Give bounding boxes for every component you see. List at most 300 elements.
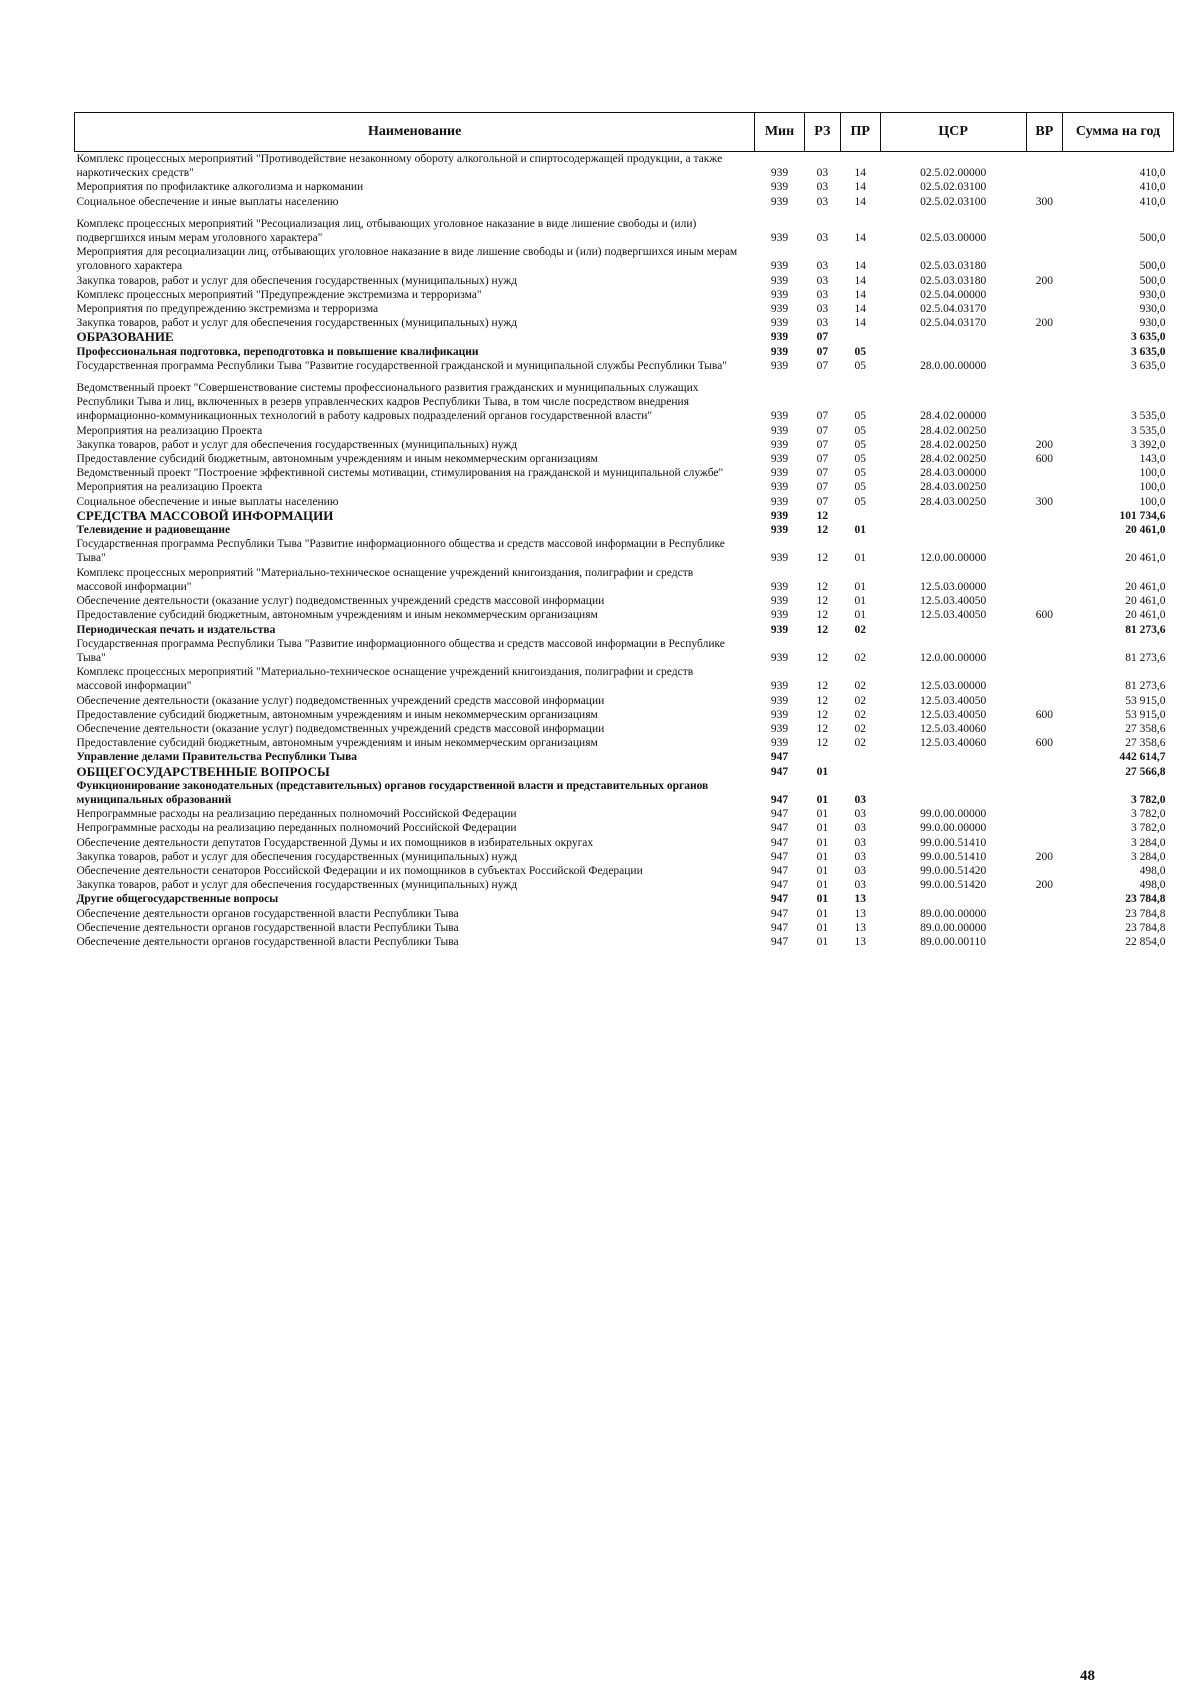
cell-csr: 12.5.03.00000 bbox=[920, 580, 987, 593]
cell-pr: 14 bbox=[854, 274, 867, 287]
header-rz: РЗ bbox=[804, 113, 840, 152]
cell-csr: 28.4.03.00000 bbox=[920, 467, 987, 480]
cell-rz: 01 bbox=[816, 793, 829, 806]
table-row bbox=[75, 480, 1174, 494]
cell-pr: 03 bbox=[854, 864, 867, 877]
table-row bbox=[75, 623, 1174, 637]
cell-sum: 3 635,0 bbox=[1131, 359, 1166, 372]
cell-vr bbox=[1026, 623, 1062, 637]
cell-pr: 02 bbox=[854, 694, 867, 707]
cell-vr bbox=[1026, 750, 1062, 764]
cell-rz: 01 bbox=[816, 893, 829, 906]
cell-sum: 22 854,0 bbox=[1125, 935, 1166, 948]
cell-sum: 498,0 bbox=[1139, 879, 1166, 892]
cell-vr: 600 bbox=[1035, 737, 1053, 750]
cell-name: Другие общегосударственные вопросы bbox=[76, 893, 279, 906]
cell-csr: 99.0.00.51410 bbox=[920, 850, 987, 863]
cell-name: Закупка товаров, работ и услуг для обеспечения государственных (муниципальных) нужд bbox=[76, 850, 518, 863]
cell-rz: 12 bbox=[816, 609, 829, 622]
cell-csr: 89.0.00.00000 bbox=[920, 921, 987, 934]
cell-vr bbox=[1026, 330, 1062, 344]
cell-rz: 07 bbox=[816, 467, 829, 480]
cell-pr: 02 bbox=[854, 708, 867, 721]
cell-name: Закупка товаров, работ и услуг для обеспечения государственных (муниципальных) нужд bbox=[76, 438, 518, 451]
cell-name: Государственная программа Республики Тыва "Развитие информационного общества и средств массовой информации в Республике Тыва" bbox=[76, 637, 725, 664]
cell-rz: 01 bbox=[816, 836, 829, 849]
cell-pr bbox=[840, 330, 880, 344]
cell-csr: 12.5.03.40060 bbox=[920, 722, 987, 735]
cell-csr: 02.5.03.00000 bbox=[920, 232, 987, 245]
cell-vr: 300 bbox=[1035, 195, 1053, 208]
cell-vr bbox=[1026, 907, 1062, 921]
cell-pr: 14 bbox=[854, 317, 867, 330]
header-sum: Сумма на год bbox=[1062, 113, 1173, 152]
cell-name: Обеспечение деятельности органов государственной власти Республики Тыва bbox=[76, 921, 459, 934]
cell-name: Государственная программа Республики Тыва "Развитие информационного общества и средств массовой информации в Республике Тыва" bbox=[76, 538, 725, 565]
cell-csr: 28.4.02.00250 bbox=[920, 453, 987, 466]
cell-name: Управление делами Правительства Республики Тыва bbox=[76, 751, 358, 764]
cell-rz: 03 bbox=[816, 288, 829, 301]
cell-min: 947 bbox=[770, 793, 789, 806]
cell-rz: 07 bbox=[816, 453, 829, 466]
cell-sum: 20 461,0 bbox=[1125, 552, 1166, 565]
cell-csr bbox=[880, 523, 1026, 537]
cell-pr: 02 bbox=[854, 623, 867, 636]
cell-rz: 12 bbox=[816, 737, 829, 750]
cell-rz: 12 bbox=[816, 623, 829, 636]
cell-sum: 101 734,6 bbox=[1119, 509, 1166, 522]
cell-csr: 99.0.00.51410 bbox=[920, 836, 987, 849]
cell-min: 947 bbox=[770, 836, 789, 849]
cell-sum: 20 461,0 bbox=[1125, 609, 1166, 622]
cell-rz: 07 bbox=[816, 359, 829, 372]
cell-csr bbox=[880, 345, 1026, 359]
table-row bbox=[75, 566, 1174, 594]
cell-name: Комплекс процессных мероприятий "Ресоциализация лиц, отбывающих уголовное наказание в виде лишение свободы и (или) подвергшихся иным мерам уголовного характера" bbox=[76, 217, 697, 245]
cell-name: Комплекс процессных мероприятий "Противодействие незаконному обороту алкогольной и спиртосодержащей продукции, а также наркотических средств" bbox=[76, 153, 723, 180]
cell-name: Комплекс процессных мероприятий "Материально-техническое оснащение учреждений книгоиздания, полиграфии и средств массовой информации" bbox=[76, 666, 694, 693]
table-row bbox=[75, 836, 1174, 850]
cell-pr: 03 bbox=[854, 808, 867, 821]
cell-min: 939 bbox=[770, 509, 789, 522]
cell-csr: 12.5.03.40050 bbox=[920, 595, 987, 608]
cell-rz: 03 bbox=[816, 260, 829, 273]
cell-pr: 05 bbox=[854, 359, 867, 372]
cell-name: Обеспечение деятельности депутатов Государственной Думы и их помощников в избирательных округах bbox=[76, 836, 594, 849]
cell-vr bbox=[1026, 566, 1062, 594]
cell-vr bbox=[1026, 373, 1062, 424]
cell-sum: 53 915,0 bbox=[1125, 694, 1166, 707]
cell-pr: 05 bbox=[854, 438, 867, 451]
cell-vr bbox=[1026, 302, 1062, 316]
cell-sum: 23 784,8 bbox=[1125, 907, 1166, 920]
cell-sum: 143,0 bbox=[1139, 453, 1166, 466]
cell-sum: 3 535,0 bbox=[1131, 410, 1166, 423]
table-row bbox=[75, 736, 1174, 750]
cell-rz: 12 bbox=[816, 552, 829, 565]
cell-sum: 3 392,0 bbox=[1131, 438, 1166, 451]
cell-sum: 27 358,6 bbox=[1125, 737, 1166, 750]
cell-name: Предоставление субсидий бюджетным, автономным учреждениям и иным некоммерческим организациям bbox=[76, 609, 598, 622]
cell-name: Мероприятия по предупреждению экстремизма и терроризма bbox=[76, 303, 379, 316]
table-row bbox=[75, 195, 1174, 209]
cell-min: 939 bbox=[770, 524, 789, 537]
table-row bbox=[75, 180, 1174, 194]
cell-sum: 930,0 bbox=[1139, 317, 1166, 330]
cell-min: 947 bbox=[770, 935, 789, 948]
cell-vr bbox=[1026, 665, 1062, 693]
cell-vr bbox=[1026, 694, 1062, 708]
cell-min: 939 bbox=[770, 609, 789, 622]
cell-name: Социальное обеспечение и иные выплаты населению bbox=[76, 495, 339, 508]
page-number: 48 bbox=[1080, 1668, 1095, 1684]
cell-csr: 12.5.03.40050 bbox=[920, 708, 987, 721]
cell-sum: 500,0 bbox=[1139, 232, 1166, 245]
cell-pr: 14 bbox=[854, 181, 867, 194]
cell-sum: 20 461,0 bbox=[1125, 580, 1166, 593]
cell-rz: 12 bbox=[816, 722, 829, 735]
cell-name: Профессиональная подготовка, переподготовка и повышение квалификации bbox=[76, 345, 479, 358]
cell-pr: 05 bbox=[854, 453, 867, 466]
cell-rz: 03 bbox=[816, 167, 829, 180]
cell-sum: 53 915,0 bbox=[1125, 708, 1166, 721]
table-row bbox=[75, 466, 1174, 480]
table-row bbox=[75, 594, 1174, 608]
cell-min: 939 bbox=[770, 595, 789, 608]
cell-sum: 81 273,6 bbox=[1125, 680, 1166, 693]
cell-sum: 500,0 bbox=[1139, 260, 1166, 273]
table-row bbox=[75, 373, 1174, 424]
cell-sum: 410,0 bbox=[1139, 167, 1166, 180]
cell-rz: 12 bbox=[816, 580, 829, 593]
cell-pr: 14 bbox=[854, 303, 867, 316]
cell-rz: 03 bbox=[816, 232, 829, 245]
cell-vr bbox=[1026, 722, 1062, 736]
cell-name: Ведомственный проект "Построение эффективной системы мотивации, стимулирования на гражданской и муниципальной службе" bbox=[76, 467, 724, 480]
cell-pr: 03 bbox=[854, 836, 867, 849]
cell-vr bbox=[1026, 209, 1062, 245]
cell-pr: 01 bbox=[854, 524, 867, 537]
cell-name: Мероприятия на реализацию Проекта bbox=[76, 424, 263, 437]
cell-min: 947 bbox=[770, 907, 789, 920]
cell-sum: 81 273,6 bbox=[1125, 623, 1166, 636]
cell-min: 939 bbox=[770, 651, 789, 664]
cell-min: 939 bbox=[770, 317, 789, 330]
cell-pr: 03 bbox=[854, 793, 867, 806]
cell-sum: 3 635,0 bbox=[1131, 331, 1166, 344]
cell-vr bbox=[1026, 180, 1062, 194]
cell-sum: 23 784,8 bbox=[1125, 893, 1166, 906]
cell-sum: 410,0 bbox=[1139, 195, 1166, 208]
cell-vr bbox=[1026, 466, 1062, 480]
cell-rz: 12 bbox=[816, 651, 829, 664]
table-row bbox=[75, 637, 1174, 665]
cell-min: 939 bbox=[770, 288, 789, 301]
cell-sum: 3 284,0 bbox=[1131, 836, 1166, 849]
cell-csr: 02.5.04.03170 bbox=[920, 317, 987, 330]
cell-sum: 27 358,6 bbox=[1125, 722, 1166, 735]
cell-pr: 14 bbox=[854, 288, 867, 301]
table-row bbox=[75, 537, 1174, 565]
cell-sum: 410,0 bbox=[1139, 181, 1166, 194]
cell-min: 939 bbox=[770, 167, 789, 180]
cell-vr bbox=[1026, 935, 1062, 949]
cell-name: Обеспечение деятельности сенаторов Российской Федерации и их помощников в субъектах Российской Федерации bbox=[76, 864, 643, 877]
cell-pr: 02 bbox=[854, 737, 867, 750]
cell-csr: 28.4.02.00000 bbox=[920, 410, 987, 423]
cell-csr: 89.0.00.00110 bbox=[920, 935, 986, 948]
cell-name: Периодическая печать и издательства bbox=[76, 623, 276, 636]
cell-min: 947 bbox=[770, 808, 789, 821]
cell-min: 939 bbox=[770, 694, 789, 707]
cell-min: 939 bbox=[770, 181, 789, 194]
cell-csr: 12.0.00.00000 bbox=[920, 552, 987, 565]
cell-csr bbox=[880, 765, 1026, 779]
table-row bbox=[75, 850, 1174, 864]
budget-table bbox=[74, 112, 1174, 949]
cell-min: 947 bbox=[770, 893, 789, 906]
cell-min: 939 bbox=[770, 345, 789, 358]
cell-pr: 05 bbox=[854, 481, 867, 494]
cell-pr: 01 bbox=[854, 595, 867, 608]
cell-vr: 200 bbox=[1035, 438, 1053, 451]
table-row bbox=[75, 316, 1174, 330]
cell-pr bbox=[840, 765, 880, 779]
cell-csr: 12.5.03.40050 bbox=[920, 609, 987, 622]
header-min: Мин bbox=[755, 113, 804, 152]
cell-pr: 01 bbox=[854, 580, 867, 593]
cell-min: 939 bbox=[770, 495, 789, 508]
cell-min: 939 bbox=[770, 424, 789, 437]
cell-sum: 930,0 bbox=[1139, 288, 1166, 301]
cell-min: 947 bbox=[770, 822, 789, 835]
cell-vr bbox=[1026, 779, 1062, 807]
table-row bbox=[75, 209, 1174, 245]
header-name: Наименование bbox=[75, 113, 755, 152]
cell-name: Социальное обеспечение и иные выплаты населению bbox=[76, 195, 339, 208]
cell-pr: 05 bbox=[854, 345, 867, 358]
cell-csr bbox=[880, 330, 1026, 344]
cell-min: 939 bbox=[770, 260, 789, 273]
table-row bbox=[75, 907, 1174, 921]
cell-pr: 01 bbox=[854, 552, 867, 565]
cell-pr: 14 bbox=[854, 167, 867, 180]
cell-rz: 01 bbox=[816, 850, 829, 863]
cell-name: Обеспечение деятельности (оказание услуг) подведомственных учреждений средств массовой информации bbox=[76, 722, 605, 735]
cell-name: Закупка товаров, работ и услуг для обеспечения государственных (муниципальных) нужд bbox=[76, 274, 518, 287]
cell-vr bbox=[1026, 537, 1062, 565]
cell-csr: 28.4.02.00250 bbox=[920, 438, 987, 451]
cell-name: Обеспечение деятельности органов государственной власти Республики Тыва bbox=[76, 935, 459, 948]
cell-name: Закупка товаров, работ и услуг для обеспечения государственных (муниципальных) нужд bbox=[76, 879, 518, 892]
cell-csr: 99.0.00.51420 bbox=[920, 864, 987, 877]
cell-name: СРЕДСТВА МАССОВОЙ ИНФОРМАЦИИ bbox=[76, 507, 334, 523]
cell-pr: 14 bbox=[854, 260, 867, 273]
cell-csr: 99.0.00.00000 bbox=[920, 822, 987, 835]
cell-vr bbox=[1026, 152, 1062, 181]
cell-sum: 20 461,0 bbox=[1125, 524, 1166, 537]
cell-sum: 498,0 bbox=[1139, 864, 1166, 877]
cell-sum: 3 782,0 bbox=[1131, 822, 1166, 835]
cell-rz: 01 bbox=[816, 907, 829, 920]
cell-min: 939 bbox=[770, 552, 789, 565]
cell-pr: 03 bbox=[854, 822, 867, 835]
cell-min: 939 bbox=[770, 195, 789, 208]
cell-pr: 05 bbox=[854, 410, 867, 423]
cell-csr: 02.5.02.03100 bbox=[920, 195, 987, 208]
cell-pr: 13 bbox=[854, 921, 867, 934]
cell-rz: 03 bbox=[816, 317, 829, 330]
cell-name: Непрограммные расходы на реализацию переданных полномочий Российской Федерации bbox=[76, 808, 517, 821]
cell-vr bbox=[1026, 892, 1062, 906]
cell-name: Обеспечение деятельности (оказание услуг) подведомственных учреждений средств массовой информации bbox=[76, 595, 605, 608]
table-row bbox=[75, 935, 1174, 949]
cell-rz: 07 bbox=[816, 410, 829, 423]
table-row bbox=[75, 345, 1174, 359]
cell-rz: 03 bbox=[816, 195, 829, 208]
cell-sum: 27 566,8 bbox=[1125, 765, 1166, 778]
cell-min: 939 bbox=[770, 438, 789, 451]
cell-rz: 12 bbox=[816, 509, 829, 522]
cell-pr: 02 bbox=[854, 722, 867, 735]
cell-vr bbox=[1026, 523, 1062, 537]
cell-csr: 02.5.02.03100 bbox=[920, 181, 987, 194]
cell-pr: 14 bbox=[854, 232, 867, 245]
cell-min: 939 bbox=[770, 359, 789, 372]
cell-csr: 89.0.00.00000 bbox=[920, 907, 987, 920]
cell-csr: 28.4.03.00250 bbox=[920, 481, 987, 494]
cell-min: 947 bbox=[770, 751, 789, 764]
cell-rz: 12 bbox=[816, 694, 829, 707]
table-row bbox=[75, 722, 1174, 736]
cell-min: 939 bbox=[770, 232, 789, 245]
cell-rz bbox=[804, 750, 840, 764]
cell-vr: 200 bbox=[1035, 850, 1053, 863]
cell-name: Комплекс процессных мероприятий "Материально-техническое оснащение учреждений книгоиздания, полиграфии и средств массовой информации" bbox=[76, 566, 694, 593]
cell-sum: 3 782,0 bbox=[1131, 793, 1166, 806]
table-row bbox=[75, 152, 1174, 181]
table-row bbox=[75, 665, 1174, 693]
cell-pr: 01 bbox=[854, 609, 867, 622]
cell-pr bbox=[840, 509, 880, 523]
cell-min: 939 bbox=[770, 580, 789, 593]
table-row bbox=[75, 330, 1174, 344]
cell-vr: 600 bbox=[1035, 708, 1053, 721]
cell-vr bbox=[1026, 359, 1062, 373]
cell-name: Ведомственный проект "Совершенствование системы профессионального развития гражданских и муниципальных служащих Республики Тыва и лиц, включенных в резерв управленческих кадров Республики Тыва, в том числе посредством внедрения информационно-коммуникационных технологий в работу кадровых подразделений органов государственной власти" bbox=[76, 382, 699, 423]
cell-rz: 12 bbox=[816, 524, 829, 537]
table-row bbox=[75, 750, 1174, 764]
cell-rz: 07 bbox=[816, 345, 829, 358]
cell-pr: 13 bbox=[854, 935, 867, 948]
cell-vr: 600 bbox=[1035, 609, 1053, 622]
cell-min: 947 bbox=[770, 879, 789, 892]
header-vr: ВР bbox=[1026, 113, 1062, 152]
cell-sum: 3 635,0 bbox=[1131, 345, 1166, 358]
cell-pr: 05 bbox=[854, 424, 867, 437]
header-pr: ПР bbox=[840, 113, 880, 152]
cell-csr: 02.5.03.03180 bbox=[920, 274, 987, 287]
cell-min: 939 bbox=[770, 453, 789, 466]
cell-csr bbox=[880, 623, 1026, 637]
cell-vr bbox=[1026, 345, 1062, 359]
cell-name: Предоставление субсидий бюджетным, автономным учреждениям и иным некоммерческим организациям bbox=[76, 737, 598, 750]
cell-vr bbox=[1026, 637, 1062, 665]
cell-pr: 13 bbox=[854, 907, 867, 920]
cell-rz: 03 bbox=[816, 303, 829, 316]
table-row bbox=[75, 708, 1174, 722]
cell-name: Обеспечение деятельности органов государственной власти Республики Тыва bbox=[76, 907, 459, 920]
table-header-row bbox=[75, 113, 1174, 152]
table-row bbox=[75, 302, 1174, 316]
cell-rz: 07 bbox=[816, 495, 829, 508]
cell-rz: 01 bbox=[816, 935, 829, 948]
cell-min: 947 bbox=[770, 921, 789, 934]
cell-min: 939 bbox=[770, 737, 789, 750]
cell-sum: 100,0 bbox=[1139, 467, 1166, 480]
cell-csr bbox=[880, 750, 1026, 764]
cell-csr: 02.5.02.00000 bbox=[920, 167, 987, 180]
cell-pr: 05 bbox=[854, 495, 867, 508]
cell-sum: 3 782,0 bbox=[1131, 808, 1166, 821]
cell-name: Непрограммные расходы на реализацию переданных полномочий Российской Федерации bbox=[76, 822, 517, 835]
table-row bbox=[75, 694, 1174, 708]
cell-min: 939 bbox=[770, 708, 789, 721]
cell-min: 947 bbox=[770, 864, 789, 877]
cell-vr bbox=[1026, 836, 1062, 850]
cell-csr: 12.5.03.40050 bbox=[920, 694, 987, 707]
cell-pr: 14 bbox=[854, 195, 867, 208]
table-row bbox=[75, 765, 1174, 779]
cell-min: 939 bbox=[770, 623, 789, 636]
cell-rz: 01 bbox=[816, 808, 829, 821]
cell-min: 939 bbox=[770, 481, 789, 494]
cell-name: Предоставление субсидий бюджетным, автономным учреждениям и иным некоммерческим организациям bbox=[76, 708, 598, 721]
cell-name: Государственная программа Республики Тыва "Развитие государственной гражданской и муниципальной службы Республики Тыва" bbox=[76, 359, 728, 372]
cell-pr: 02 bbox=[854, 651, 867, 664]
cell-csr: 12.5.03.40060 bbox=[920, 737, 987, 750]
cell-min: 939 bbox=[770, 274, 789, 287]
cell-csr: 99.0.00.51420 bbox=[920, 879, 987, 892]
cell-name: Обеспечение деятельности (оказание услуг) подведомственных учреждений средств массовой информации bbox=[76, 694, 605, 707]
table-row bbox=[75, 509, 1174, 523]
cell-sum: 23 784,8 bbox=[1125, 921, 1166, 934]
cell-vr: 600 bbox=[1035, 453, 1053, 466]
cell-name: ОБЩЕГОСУДАРСТВЕННЫЕ ВОПРОСЫ bbox=[76, 763, 330, 779]
cell-vr: 200 bbox=[1035, 317, 1053, 330]
cell-vr bbox=[1026, 821, 1062, 835]
cell-sum: 81 273,6 bbox=[1125, 651, 1166, 664]
cell-vr bbox=[1026, 480, 1062, 494]
cell-min: 939 bbox=[770, 722, 789, 735]
cell-pr: 03 bbox=[854, 879, 867, 892]
cell-name: Телевидение и радиовещание bbox=[76, 524, 231, 537]
cell-min: 939 bbox=[770, 467, 789, 480]
cell-rz: 01 bbox=[816, 879, 829, 892]
table-row bbox=[75, 424, 1174, 438]
cell-vr bbox=[1026, 921, 1062, 935]
table-row bbox=[75, 608, 1174, 622]
cell-csr: 12.0.00.00000 bbox=[920, 651, 987, 664]
cell-name: ОБРАЗОВАНИЕ bbox=[76, 329, 174, 345]
cell-sum: 930,0 bbox=[1139, 303, 1166, 316]
cell-rz: 03 bbox=[816, 181, 829, 194]
cell-name: Закупка товаров, работ и услуг для обеспечения государственных (муниципальных) нужд bbox=[76, 317, 518, 330]
cell-pr: 13 bbox=[854, 893, 867, 906]
cell-sum: 500,0 bbox=[1139, 274, 1166, 287]
cell-sum: 3 535,0 bbox=[1131, 424, 1166, 437]
cell-name: Функционирование законодательных (представительных) органов государственной власти и представительных органов муниципальных образований bbox=[76, 779, 709, 806]
